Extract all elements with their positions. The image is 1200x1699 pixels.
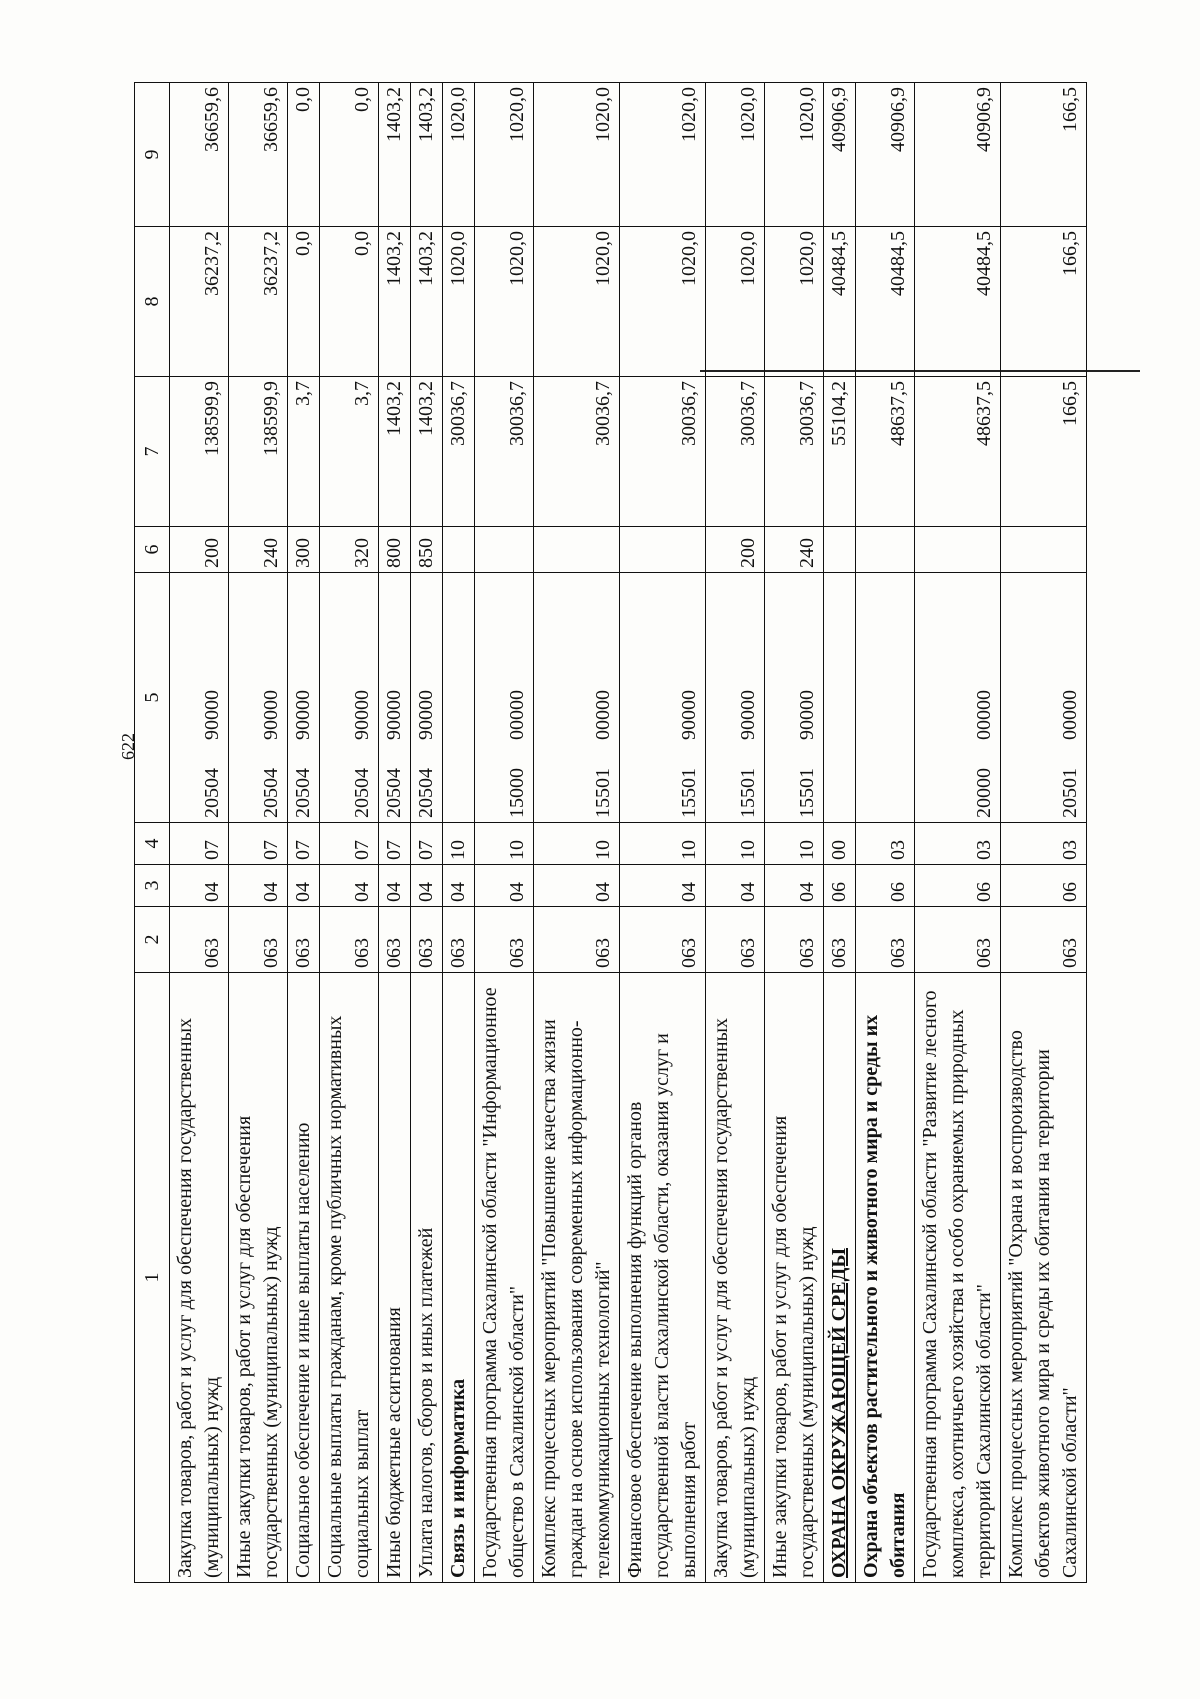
section-code-cell: 04 [170,865,229,907]
target-article-part-a: 15000 [506,768,528,818]
amount-year2-cell: 1020,0 [765,227,824,377]
expense-type-cell [620,527,706,573]
section-code-cell: 06 [1001,865,1087,907]
amount-year1-cell: 30036,7 [475,377,534,527]
amount-year2-cell: 40484,5 [915,227,1001,377]
admin-code-cell: 063 [706,907,765,973]
row-description: ОХРАНА ОКРУЖАЮЩЕЙ СРЕДЫ [824,973,856,1583]
target-article-part-a: 15501 [678,768,700,818]
amount-year2-cell: 1403,2 [411,227,443,377]
row-description: Иные закупки товаров, работ и услуг для обеспечения государственных (муниципальных) нужд [229,973,288,1583]
row-description: Комплекс процессных мероприятий "Повышение качества жизни граждан на основе использования современных информационно-телекоммуникационных технологий" [534,973,620,1583]
target-article-part-b: 90000 [415,690,437,740]
amount-year1-cell: 30036,7 [534,377,620,527]
amount-year1-cell: 30036,7 [620,377,706,527]
table-row [379,83,411,1583]
table-row [915,83,1001,1583]
section-code-cell: 06 [915,865,1001,907]
target-article-part-a: 20504 [260,768,282,818]
amount-year2-cell: 1020,0 [443,227,475,377]
amount-year2-cell: 1403,2 [379,227,411,377]
amount-year2-cell: 1020,0 [475,227,534,377]
amount-year1-cell: 1403,2 [411,377,443,527]
header-cell: 3 [135,865,170,907]
amount-year3-cell: 1020,0 [765,83,824,227]
section-code-cell: 04 [379,865,411,907]
amount-year3-cell: 1403,2 [411,83,443,227]
subsection-code-cell: 07 [229,823,288,865]
page-number: 622 [118,733,138,760]
expense-type-cell [824,527,856,573]
table-row [824,83,856,1583]
section-code-cell: 04 [706,865,765,907]
target-article-cell [475,573,534,823]
amount-year3-cell: 40906,9 [915,83,1001,227]
target-article-part-b: 90000 [260,690,282,740]
expense-type-cell: 240 [229,527,288,573]
expense-type-cell: 850 [411,527,443,573]
row-description: Комплекс процессных мероприятий "Охрана и воспроизводство объектов животного мира и среды их обитания на территории Сахалинской области" [1001,973,1087,1583]
amount-year3-cell: 1020,0 [475,83,534,227]
row-description: Государственная программа Сахалинской области "Информационное общество в Сахалинской области" [475,973,534,1583]
table-row [475,83,534,1583]
row-description: Финансовое обеспечение выполнения функций органов государственной власти Сахалинской области, оказания услуг и выполнения работ [620,973,706,1583]
row-description: Иные закупки товаров, работ и услуг для обеспечения государственных (муниципальных) нужд [765,973,824,1583]
target-article-part-b: 00000 [592,690,614,740]
table-row [288,83,320,1583]
target-article-cell [915,573,1001,823]
amount-year3-cell: 36659,6 [229,83,288,227]
section-code-cell: 04 [229,865,288,907]
amount-year1-cell: 30036,7 [765,377,824,527]
target-article-cell [229,573,288,823]
row-description: Иные бюджетные ассигнования [379,973,411,1583]
row-description: Государственная программа Сахалинской области "Развитие лесного комплекса, охотничьего хозяйства и особо охраняемых природных территорий Сахалинской области" [915,973,1001,1583]
admin-code-cell: 063 [765,907,824,973]
subsection-code-cell: 03 [915,823,1001,865]
table-row [856,83,915,1583]
section-code-cell: 04 [443,865,475,907]
amount-year2-cell: 166,5 [1001,227,1087,377]
expense-type-cell: 800 [379,527,411,573]
admin-code-cell: 063 [443,907,475,973]
target-article-cell [534,573,620,823]
amount-year2-cell: 40484,5 [856,227,915,377]
table-row [443,83,475,1583]
section-code-cell: 06 [856,865,915,907]
target-article-cell [765,573,824,823]
subsection-code-cell: 10 [706,823,765,865]
row-description: Закупка товаров, работ и услуг для обеспечения государственных (муниципальных) нужд [170,973,229,1583]
amount-year3-cell: 1020,0 [534,83,620,227]
table-row [620,83,706,1583]
amount-year2-cell: 1020,0 [620,227,706,377]
budget-table-container [134,83,1110,1583]
target-article-cell [824,573,856,823]
target-article-cell [411,573,443,823]
target-article-cell [379,573,411,823]
subsection-code-cell: 03 [856,823,915,865]
target-article-part-a: 20504 [383,768,405,818]
expense-type-cell: 200 [706,527,765,573]
header-cell: 8 [135,227,170,377]
table-row [1001,83,1087,1583]
subsection-code-cell: 10 [475,823,534,865]
amount-year2-cell: 36237,2 [170,227,229,377]
target-article-part-b: 00000 [973,690,995,740]
amount-year1-cell: 138599,9 [229,377,288,527]
section-code-cell: 04 [320,865,379,907]
row-description: Социальное обеспечение и иные выплаты населению [288,973,320,1583]
subsection-code-cell: 00 [824,823,856,865]
expense-type-cell [856,527,915,573]
subsection-code-cell: 07 [170,823,229,865]
admin-code-cell: 063 [534,907,620,973]
row-description: Социальные выплаты гражданам, кроме публичных нормативных социальных выплат [320,973,379,1583]
amount-year1-cell: 3,7 [320,377,379,527]
table-header-row [135,83,170,1583]
expense-type-cell [443,527,475,573]
target-article-part-b: 90000 [292,690,314,740]
table-row [170,83,229,1583]
section-code-cell: 04 [534,865,620,907]
target-article-cell [706,573,765,823]
header-cell: 2 [135,907,170,973]
table-row [765,83,824,1583]
target-article-part-b: 00000 [506,690,528,740]
admin-code-cell: 063 [824,907,856,973]
amount-year2-cell: 1020,0 [706,227,765,377]
header-cell: 4 [135,823,170,865]
expense-type-cell: 240 [765,527,824,573]
admin-code-cell: 063 [1001,907,1087,973]
expense-type-cell [475,527,534,573]
expense-type-cell [534,527,620,573]
row-description: Связь и информатика [443,973,475,1583]
amount-year3-cell: 36659,6 [170,83,229,227]
section-code-cell: 04 [288,865,320,907]
target-article-part-b: 90000 [351,690,373,740]
target-article-part-a: 20504 [351,768,373,818]
target-article-part-a: 20504 [292,768,314,818]
admin-code-cell: 063 [379,907,411,973]
amount-year2-cell: 1020,0 [534,227,620,377]
target-article-part-b: 00000 [1059,690,1081,740]
table-row [706,83,765,1583]
section-code-cell: 04 [620,865,706,907]
target-article-cell [443,573,475,823]
amount-year3-cell: 1020,0 [620,83,706,227]
admin-code-cell: 063 [856,907,915,973]
admin-code-cell: 063 [229,907,288,973]
header-cell: 7 [135,377,170,527]
amount-year3-cell: 1403,2 [379,83,411,227]
table-row [320,83,379,1583]
expense-type-cell: 300 [288,527,320,573]
target-article-part-a: 15501 [737,768,759,818]
amount-year2-cell: 0,0 [288,227,320,377]
row-description: Уплата налогов, сборов и иных платежей [411,973,443,1583]
budget-table [134,82,1087,1583]
section-code-cell: 04 [475,865,534,907]
subsection-code-cell: 10 [534,823,620,865]
amount-year2-cell: 36237,2 [229,227,288,377]
amount-year2-cell: 0,0 [320,227,379,377]
subsection-code-cell: 10 [443,823,475,865]
amount-year3-cell: 40906,9 [856,83,915,227]
target-article-part-a: 20504 [415,768,437,818]
target-article-part-b: 90000 [796,690,818,740]
amount-year2-cell: 40484,5 [824,227,856,377]
admin-code-cell: 063 [288,907,320,973]
target-article-cell [288,573,320,823]
expense-type-cell: 200 [170,527,229,573]
target-article-part-b: 90000 [383,690,405,740]
target-article-part-b: 90000 [678,690,700,740]
amount-year1-cell: 1403,2 [379,377,411,527]
amount-year3-cell: 1020,0 [706,83,765,227]
target-article-part-a: 20000 [973,768,995,818]
subsection-code-cell: 07 [288,823,320,865]
row-description: Закупка товаров, работ и услуг для обеспечения государственных (муниципальных) нужд [706,973,765,1583]
section-code-cell: 04 [411,865,443,907]
table-row [411,83,443,1583]
section-code-cell: 06 [824,865,856,907]
amount-year1-cell: 166,5 [1001,377,1087,527]
amount-year3-cell: 0,0 [320,83,379,227]
amount-year1-cell: 3,7 [288,377,320,527]
target-article-part-b: 90000 [737,690,759,740]
admin-code-cell: 063 [915,907,1001,973]
target-article-cell [1001,573,1087,823]
admin-code-cell: 063 [411,907,443,973]
header-cell: 5 [135,573,170,823]
subsection-code-cell: 07 [379,823,411,865]
table-row [229,83,288,1583]
header-cell: 9 [135,83,170,227]
admin-code-cell: 063 [475,907,534,973]
subsection-code-cell: 07 [411,823,443,865]
target-article-part-a: 20501 [1059,768,1081,818]
amount-year1-cell: 30036,7 [443,377,475,527]
subsection-code-cell: 07 [320,823,379,865]
subsection-code-cell: 03 [1001,823,1087,865]
subsection-code-cell: 10 [620,823,706,865]
target-article-cell [856,573,915,823]
amount-year3-cell: 166,5 [1001,83,1087,227]
amount-year1-cell: 48637,5 [856,377,915,527]
target-article-cell [320,573,379,823]
admin-code-cell: 063 [170,907,229,973]
admin-code-cell: 063 [620,907,706,973]
header-cell: 6 [135,527,170,573]
amount-year1-cell: 138599,9 [170,377,229,527]
amount-year1-cell: 55104,2 [824,377,856,527]
admin-code-cell: 063 [320,907,379,973]
target-article-cell [170,573,229,823]
expense-type-cell [915,527,1001,573]
target-article-part-a: 15501 [592,768,614,818]
target-article-part-a: 15501 [796,768,818,818]
subsection-code-cell: 10 [765,823,824,865]
row-description: Охрана объектов растительного и животного мира и среды их обитания [856,973,915,1583]
expense-type-cell [1001,527,1087,573]
target-article-part-b: 90000 [201,690,223,740]
table-body [170,83,1087,1583]
amount-year3-cell: 0,0 [288,83,320,227]
header-cell: 1 [135,973,170,1583]
target-article-part-a: 20504 [201,768,223,818]
table-row [534,83,620,1583]
amount-year1-cell: 30036,7 [706,377,765,527]
expense-type-cell: 320 [320,527,379,573]
section-code-cell: 04 [765,865,824,907]
amount-year3-cell: 40906,9 [824,83,856,227]
amount-year3-cell: 1020,0 [443,83,475,227]
amount-year1-cell: 48637,5 [915,377,1001,527]
target-article-cell [620,573,706,823]
